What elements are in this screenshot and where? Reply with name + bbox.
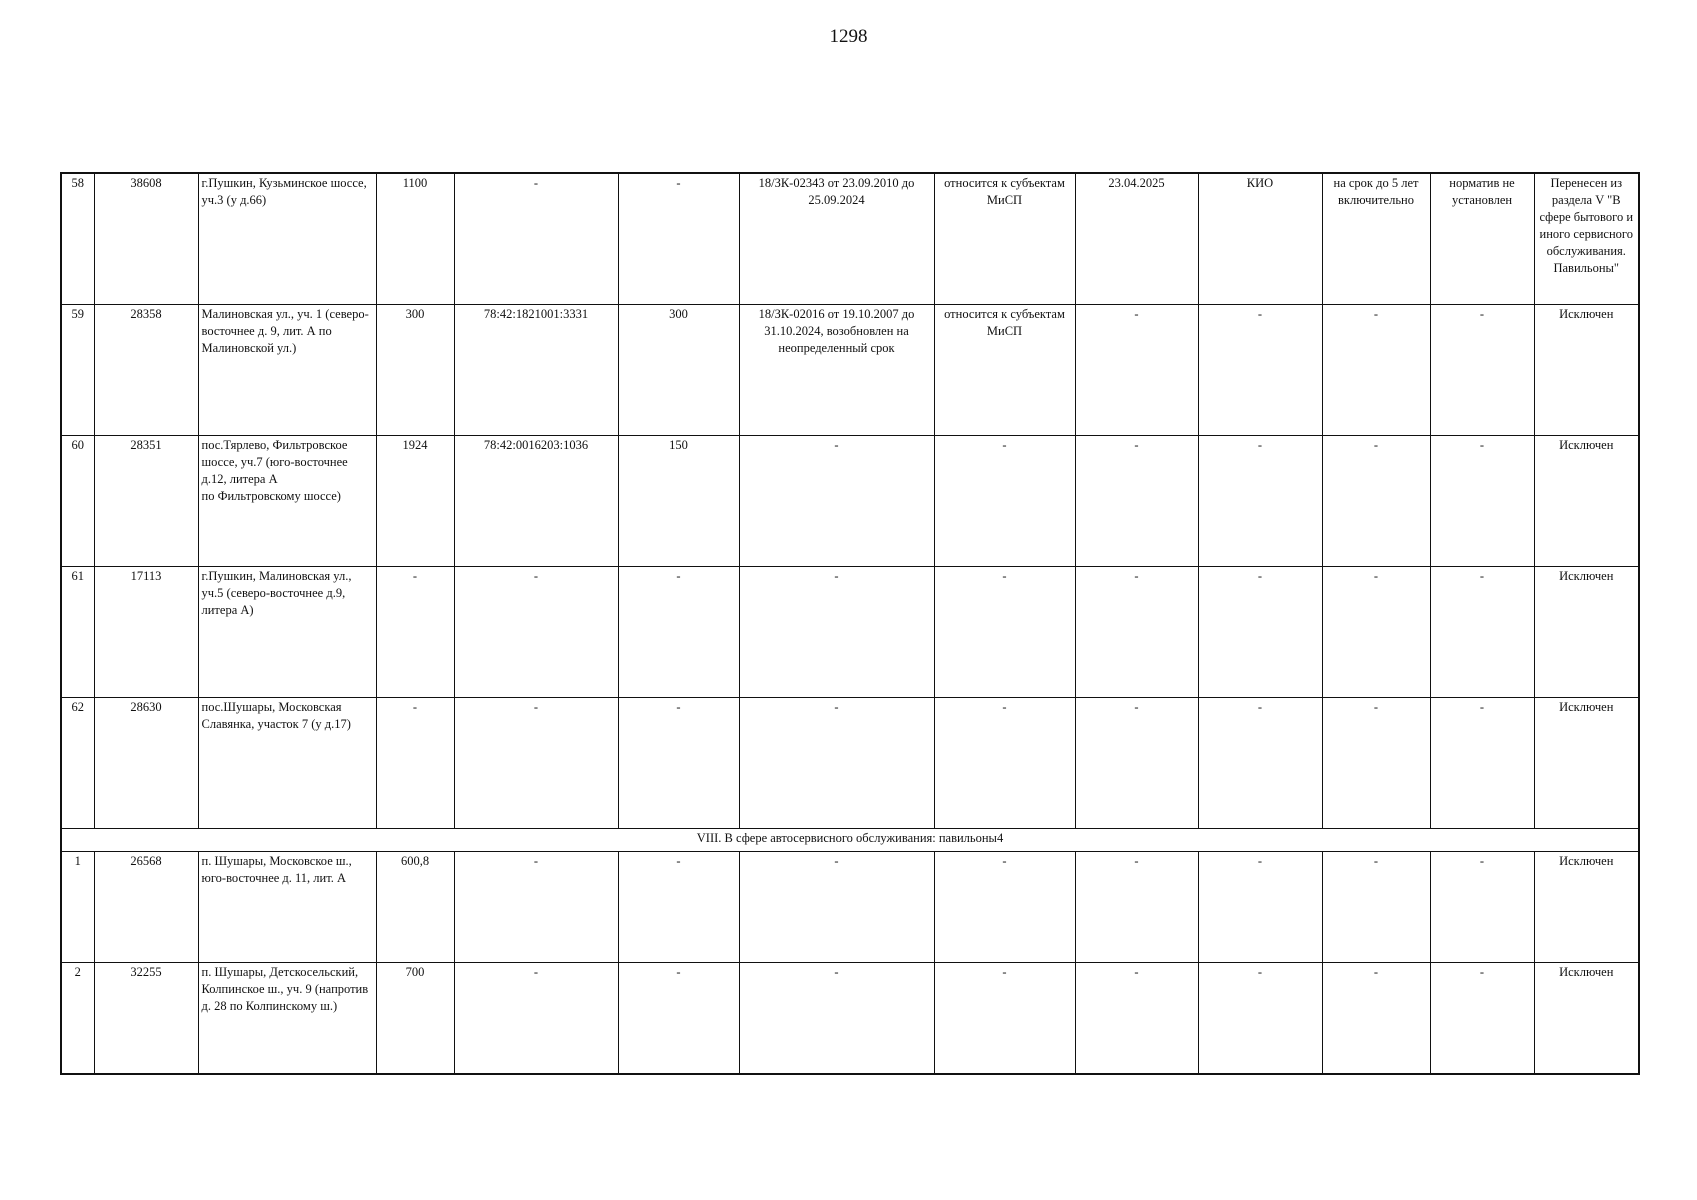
organization-cell: - [1198, 567, 1322, 698]
smb-cell: - [934, 698, 1075, 829]
area-cell: - [376, 698, 454, 829]
date-cell: - [1075, 436, 1198, 567]
object-id: 26568 [94, 852, 198, 963]
note-cell [1534, 173, 1639, 305]
date-cell: - [1075, 963, 1198, 1075]
smb-cell: - [934, 852, 1075, 963]
norm-cell: - [1430, 963, 1534, 1075]
smb-cell: относится к субъектам МиСП [934, 173, 1075, 305]
date-cell: - [1075, 567, 1198, 698]
object-id: 38608 [94, 173, 198, 305]
row-number: 60 [61, 436, 94, 567]
norm-cell: - [1430, 305, 1534, 436]
cadastral-area-cell: - [618, 852, 739, 963]
term-cell: на срок до 5 лет включительно [1322, 173, 1430, 305]
organization-cell: - [1198, 698, 1322, 829]
date-cell: - [1075, 698, 1198, 829]
term-cell: - [1322, 567, 1430, 698]
note-cell: Исключен [1534, 305, 1639, 436]
address-cell: г.Пушкин, Малиновская ул., уч.5 (северо-восточнее д.9, литера А) [198, 567, 376, 698]
term-cell: - [1322, 698, 1430, 829]
table-row [61, 698, 1639, 829]
cadastral-area-cell: - [618, 567, 739, 698]
address-cell: Малиновская ул., уч. 1 (северо-восточнее д. 9, лит. А по Малиновской ул.) [198, 305, 376, 436]
contract-cell: - [739, 436, 934, 567]
row-number: 2 [61, 963, 94, 1075]
address-cell: пос.Тярлево, Фильтровское шоссе, уч.7 (юго-восточнее д.12, литера А по Фильтровскому шоссе) [198, 436, 376, 567]
contract-cell: - [739, 852, 934, 963]
note-cell: Исключен [1534, 963, 1639, 1075]
cadastral-number-cell: 78:42:1821001:3331 [454, 305, 618, 436]
area-cell: 1924 [376, 436, 454, 567]
address-cell: г.Пушкин, Кузьминское шоссе, уч.3 (у д.66) [198, 173, 376, 305]
cadastral-area-cell: - [618, 963, 739, 1075]
norm-cell: норматив не установлен [1430, 173, 1534, 305]
table-row [61, 436, 1639, 567]
cadastral-area-cell: - [618, 698, 739, 829]
object-id: 28358 [94, 305, 198, 436]
smb-cell: - [934, 963, 1075, 1075]
smb-cell: - [934, 436, 1075, 567]
object-id: 28351 [94, 436, 198, 567]
note-cell: Исключен [1534, 852, 1639, 963]
registry-table [60, 172, 1640, 1075]
table-row [61, 567, 1639, 698]
row-number: 62 [61, 698, 94, 829]
cadastral-area-cell: - [618, 173, 739, 305]
row-number: 61 [61, 567, 94, 698]
organization-cell: - [1198, 963, 1322, 1075]
norm-cell: - [1430, 852, 1534, 963]
norm-cell: - [1430, 567, 1534, 698]
organization-cell: КИО [1198, 173, 1322, 305]
date-cell: 23.04.2025 [1075, 173, 1198, 305]
cadastral-number-cell: - [454, 963, 618, 1075]
area-cell: 1100 [376, 173, 454, 305]
term-cell: - [1322, 852, 1430, 963]
smb-cell: относится к субъектам МиСП [934, 305, 1075, 436]
term-cell: - [1322, 963, 1430, 1075]
area-cell: 600,8 [376, 852, 454, 963]
contract-cell: 18/ЗК-02343 от 23.09.2010 до 25.09.2024 [739, 173, 934, 305]
page-number: 1298 [829, 26, 868, 47]
cadastral-number-cell: - [454, 852, 618, 963]
table-row [61, 963, 1639, 1075]
norm-cell: - [1430, 698, 1534, 829]
table-row [61, 305, 1639, 436]
object-id: 17113 [94, 567, 198, 698]
address-cell: п. Шушары, Детскосельский, Колпинское ш., уч. 9 (напротив д. 28 по Колпинскому ш.) [198, 963, 376, 1075]
row-number: 1 [61, 852, 94, 963]
cadastral-number-cell: - [454, 698, 618, 829]
contract-cell: - [739, 698, 934, 829]
address-cell: пос.Шушары, Московская Славянка, участок 7 (у д.17) [198, 698, 376, 829]
area-cell: 300 [376, 305, 454, 436]
cadastral-area-cell: 150 [618, 436, 739, 567]
contract-cell: - [739, 567, 934, 698]
term-cell: - [1322, 305, 1430, 436]
area-cell: 700 [376, 963, 454, 1075]
row-number: 59 [61, 305, 94, 436]
cadastral-number-cell: - [454, 567, 618, 698]
contract-cell: - [739, 963, 934, 1075]
cadastral-number-cell: - [454, 173, 618, 305]
note-cell: Исключен [1534, 698, 1639, 829]
area-cell: - [376, 567, 454, 698]
cadastral-area-cell: 300 [618, 305, 739, 436]
note-cell: Исключен [1534, 436, 1639, 567]
organization-cell: - [1198, 436, 1322, 567]
address-cell: п. Шушары, Московское ш., юго-восточнее д. 11, лит. А [198, 852, 376, 963]
smb-cell: - [934, 567, 1075, 698]
section-title: VIII. В сфере автосервисного обслуживания: павильоны4 [61, 829, 1639, 852]
section-row [61, 829, 1639, 852]
note-cell: Исключен [1534, 567, 1639, 698]
object-id: 32255 [94, 963, 198, 1075]
organization-cell: - [1198, 305, 1322, 436]
cadastral-number-cell: 78:42:0016203:1036 [454, 436, 618, 567]
note-text: Перенесен из раздела V "В сфере бытового и иного сервисного обслуживания. Павильоны" [1539, 176, 1634, 275]
object-id: 28630 [94, 698, 198, 829]
date-cell: - [1075, 852, 1198, 963]
norm-cell: - [1430, 436, 1534, 567]
table-row [61, 173, 1639, 305]
term-cell: - [1322, 436, 1430, 567]
row-number: 58 [61, 173, 94, 305]
table-row [61, 852, 1639, 963]
contract-cell: 18/ЗК-02016 от 19.10.2007 до 31.10.2024, возобновлен на неопределенный срок [739, 305, 934, 436]
date-cell: - [1075, 305, 1198, 436]
organization-cell: - [1198, 852, 1322, 963]
